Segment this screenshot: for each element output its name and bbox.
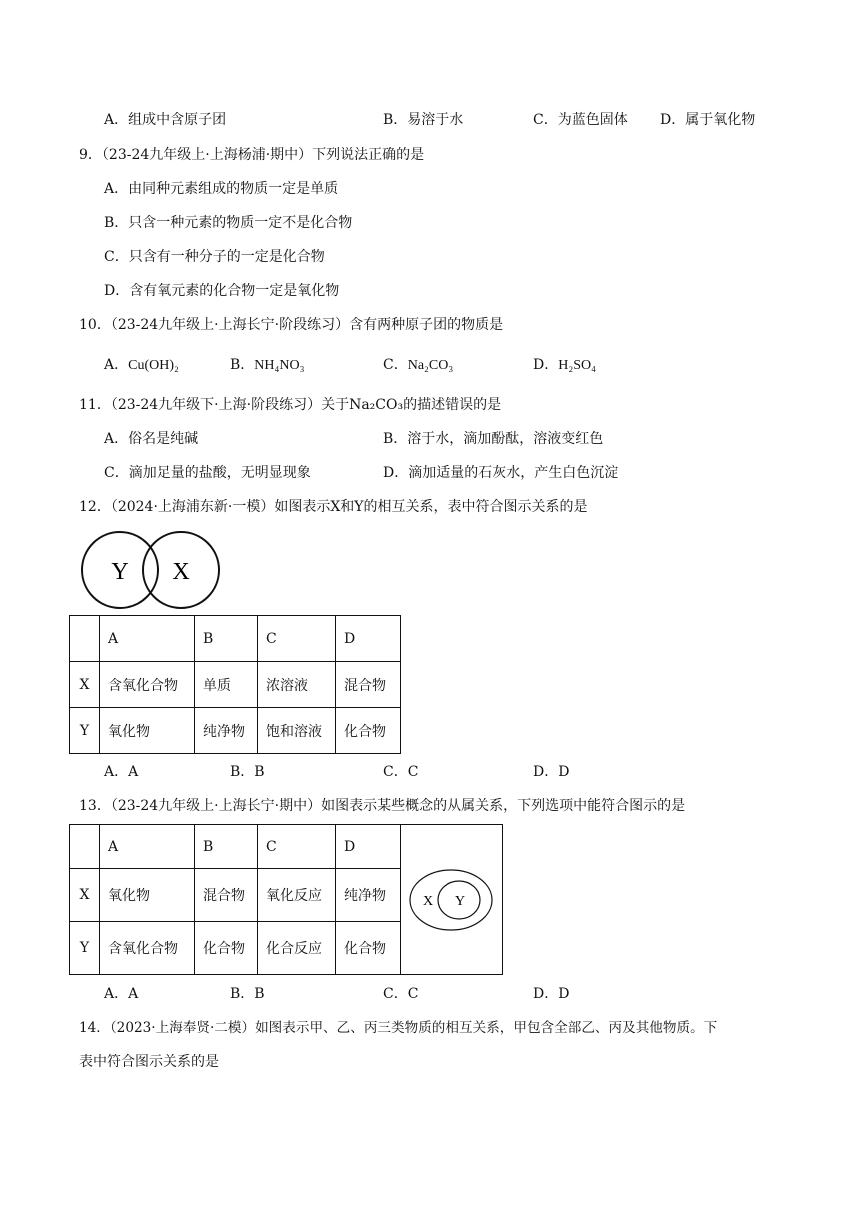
table-header-row xyxy=(70,825,503,869)
q10-option-a-label: A． xyxy=(104,357,129,373)
q12-option-d: D．D xyxy=(533,764,570,780)
q10-option-a xyxy=(104,356,179,375)
q8-option-c: C．为蓝色固体 xyxy=(533,112,628,128)
q13-venn-cell xyxy=(401,825,503,975)
table-cell: Y xyxy=(70,922,100,975)
table-cell: 化合物 xyxy=(195,922,258,975)
q13-option-a: A．A xyxy=(104,986,139,1002)
table-cell: Y xyxy=(70,708,100,754)
q12-venn-diagram xyxy=(78,528,226,612)
q11-option-d: D．滴加适量的石灰水，产生白色沉淀 xyxy=(383,465,619,481)
q10-formula-a: Cu(OH)₂ xyxy=(128,358,179,373)
table-cell: X xyxy=(70,662,100,708)
q10-formula-b: NH₄NO₃ xyxy=(254,358,305,373)
q10-stem: 10．（23-24九年级上·上海长宁·阶段练习）含有两种原子团的物质是 xyxy=(79,317,504,333)
q9-option-b: B．只含一种元素的物质一定不是化合物 xyxy=(104,215,353,231)
q13-table xyxy=(69,824,503,975)
q9-option-d: D．含有氧元素的化合物一定是氧化物 xyxy=(104,283,340,299)
table-cell: 化合物 xyxy=(336,708,401,754)
table-cell: 含氧化合物 xyxy=(100,662,195,708)
q11-option-a: A．俗名是纯碱 xyxy=(104,431,199,447)
q13-option-b: B．B xyxy=(230,986,265,1002)
q10-option-d xyxy=(533,356,596,375)
table-cell: 氧化物 xyxy=(100,708,195,754)
table-cell xyxy=(70,616,100,662)
table-cell xyxy=(70,825,100,869)
q12-option-a: A．A xyxy=(104,764,139,780)
table-cell: A xyxy=(100,825,195,869)
q12-option-b: B．B xyxy=(230,764,265,780)
table-cell: A xyxy=(100,616,195,662)
table-cell: 纯净物 xyxy=(336,869,401,922)
q13-stem: 13．（23-24九年级上·上海长宁·期中）如图表示某些概念的从属关系，下列选项中能符合图示的是 xyxy=(79,798,686,814)
venn-label-x: X xyxy=(172,559,190,585)
table-row xyxy=(70,708,401,754)
table-cell: D xyxy=(336,825,401,869)
q8-option-b: B．易溶于水 xyxy=(383,112,464,128)
q11-stem: 11．（23-24九年级下·上海·阶段练习）关于Na₂CO₃的描述错误的是 xyxy=(79,397,502,413)
venn-label-y: Y xyxy=(111,559,129,585)
q12-stem: 12．（2024·上海浦东新·一模）如图表示X和Y的相互关系，表中符合图示关系的是 xyxy=(79,499,588,515)
q10-option-b xyxy=(230,356,305,375)
q9-stem: 9．（23-24九年级上·上海杨浦·期中）下列说法正确的是 xyxy=(79,147,425,163)
q10-option-d-label: D． xyxy=(533,357,559,373)
table-cell: D xyxy=(336,616,401,662)
q10-option-c-label: C． xyxy=(383,357,408,373)
table-cell: 氧化物 xyxy=(100,869,195,922)
q8-option-d: D．属于氧化物 xyxy=(660,112,756,128)
table-cell: C xyxy=(258,825,336,869)
table-cell: 纯净物 xyxy=(195,708,258,754)
venn-label-x: X xyxy=(422,893,434,909)
table-row xyxy=(70,662,401,708)
table-cell: 含氧化合物 xyxy=(100,922,195,975)
venn-label-y: Y xyxy=(454,893,466,909)
q13-option-c: C．C xyxy=(383,986,419,1002)
q11-option-c: C．滴加足量的盐酸，无明显现象 xyxy=(104,465,311,481)
table-header-row xyxy=(70,616,401,662)
table-cell: X xyxy=(70,869,100,922)
table-cell: C xyxy=(258,616,336,662)
q13-venn-diagram xyxy=(401,826,502,974)
table-cell: B xyxy=(195,825,258,869)
q10-option-c xyxy=(383,356,453,375)
q14-stem-line2: 表中符合图示关系的是 xyxy=(79,1054,219,1070)
q10-option-b-label: B． xyxy=(230,357,255,373)
table-cell: B xyxy=(195,616,258,662)
q10-formula-c: Na₂CO₃ xyxy=(407,358,454,373)
q14-stem-line1: 14．（2023·上海奉贤·二模）如图表示甲、乙、丙三类物质的相互关系，甲包含全部乙、丙及其他物质。下 xyxy=(79,1020,718,1036)
table-cell: 混合物 xyxy=(195,869,258,922)
table-cell: 化合反应 xyxy=(258,922,336,975)
q9-option-a: A．由同种元素组成的物质一定是单质 xyxy=(104,181,339,197)
table-cell: 氧化反应 xyxy=(258,869,336,922)
table-cell: 化合物 xyxy=(336,922,401,975)
q12-option-c: C．C xyxy=(383,764,419,780)
q9-option-c: C．只含有一种分子的一定是化合物 xyxy=(104,249,325,265)
table-cell: 浓溶液 xyxy=(258,662,336,708)
q10-formula-d: H₂SO₄ xyxy=(558,358,597,373)
q8-option-a: A．组成中含原子团 xyxy=(104,112,227,128)
table-cell: 单质 xyxy=(195,662,258,708)
q11-option-b: B．溶于水，滴加酚酞，溶液变红色 xyxy=(383,431,604,447)
q12-table xyxy=(69,615,401,754)
q13-option-d: D．D xyxy=(533,986,570,1002)
table-cell: 混合物 xyxy=(336,662,401,708)
table-cell: 饱和溶液 xyxy=(258,708,336,754)
